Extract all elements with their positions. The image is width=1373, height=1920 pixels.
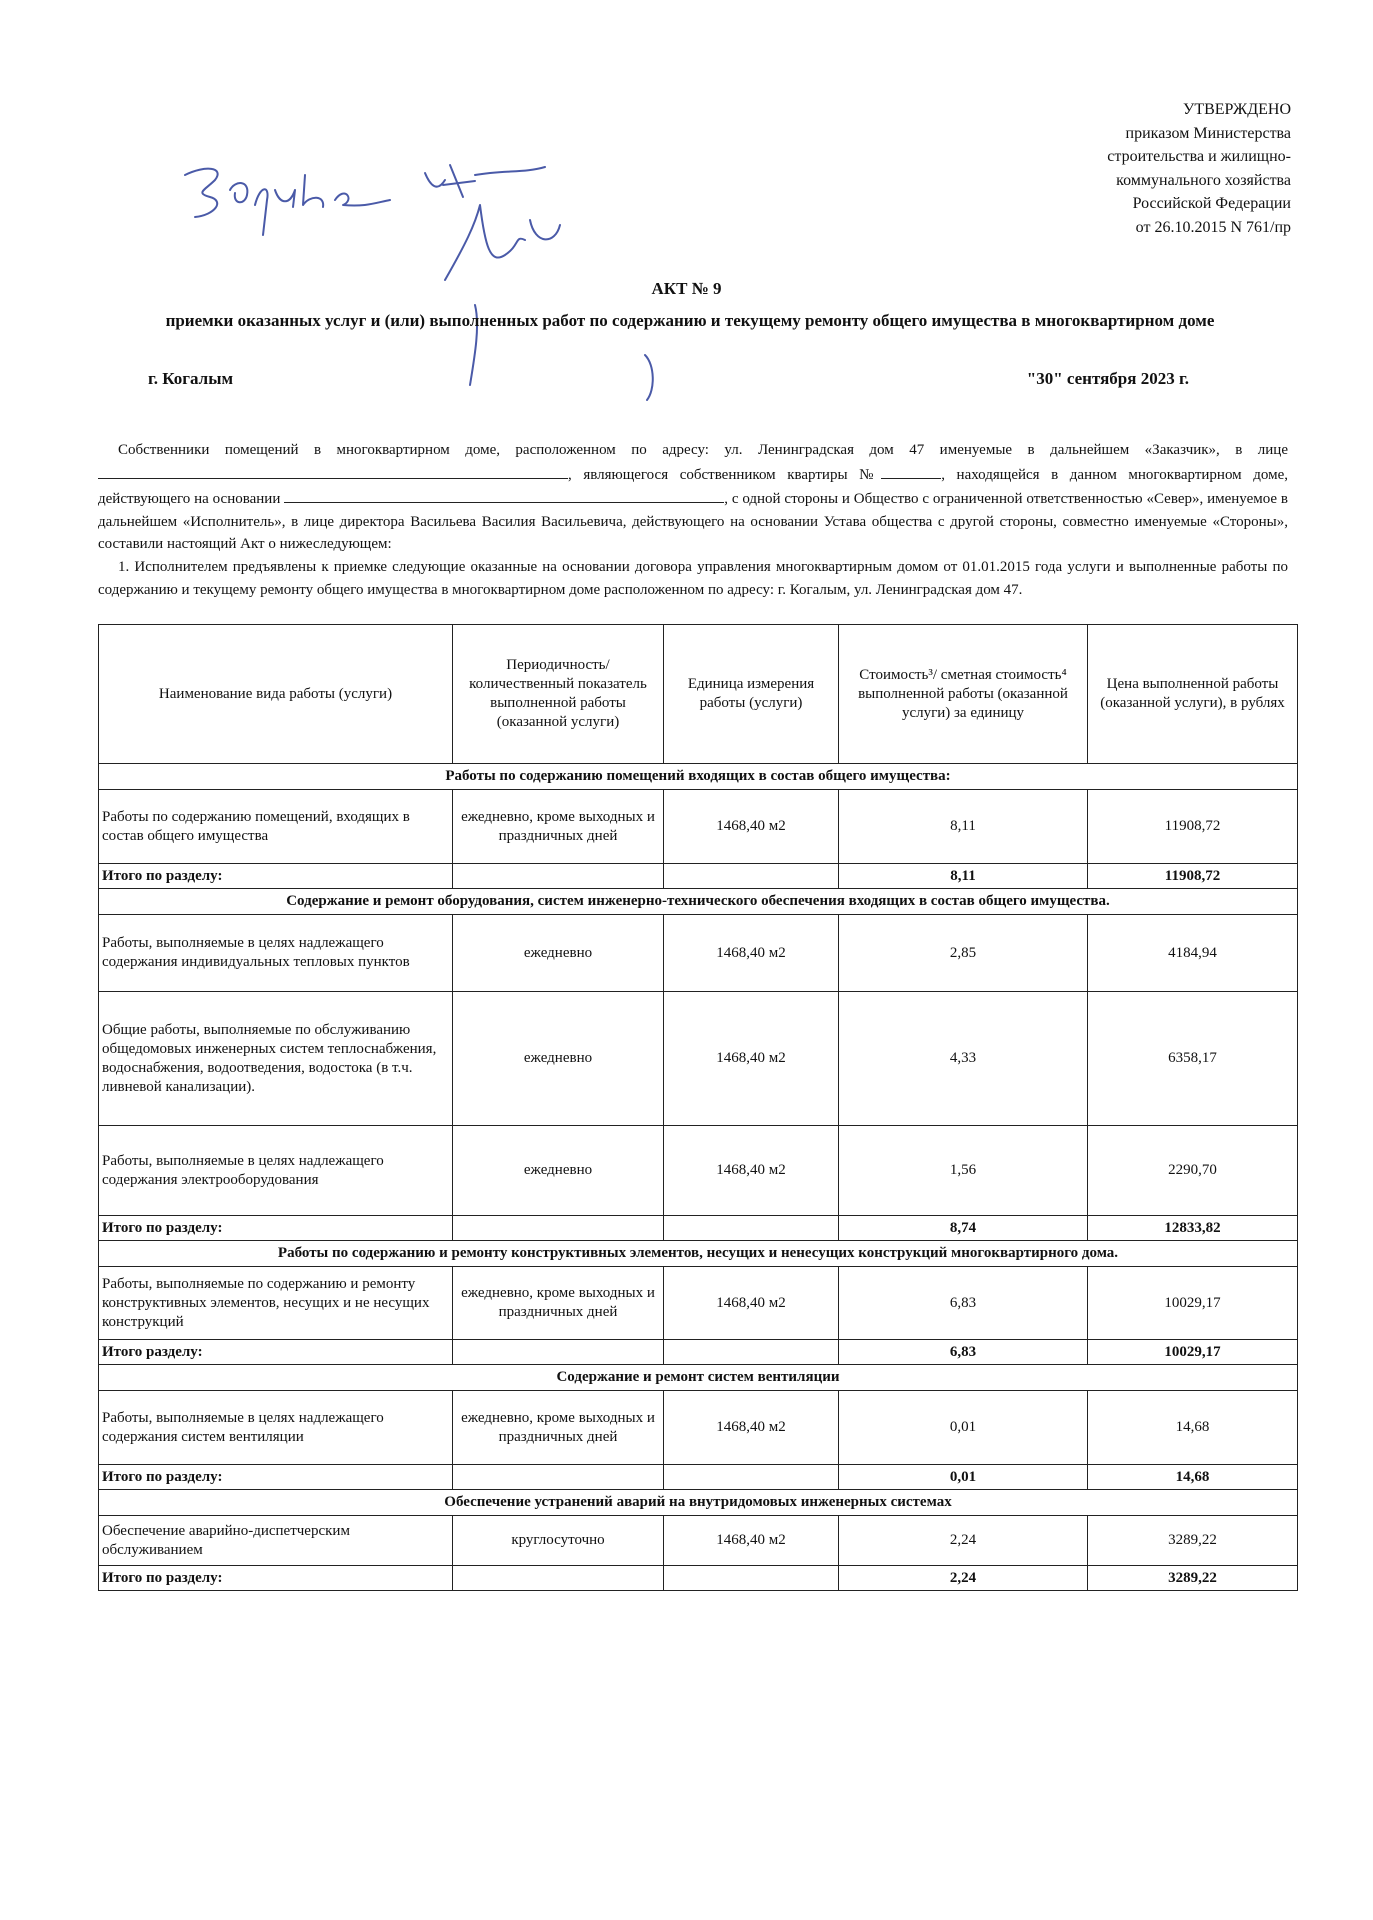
blank-field [98, 462, 568, 479]
total-cost: 8,11 [839, 864, 1088, 889]
section-title: Работы по содержанию и ремонту конструктивных элементов, несущих и ненесущих конструкций многоквартирного дома. [99, 1241, 1298, 1267]
section-title: Содержание и ремонт систем вентиляции [99, 1365, 1298, 1391]
total-price: 14,68 [1088, 1465, 1298, 1490]
section-total-row [99, 1340, 1298, 1365]
section-total-row [99, 1216, 1298, 1241]
row-price: 14,68 [1088, 1391, 1298, 1465]
header-periodicity: Периодичность/ количественный показатель выполненной работы (оказанной услуги) [453, 625, 664, 764]
approval-line: УТВЕРЖДЕНО [1182, 101, 1291, 118]
row-periodicity: ежедневно [453, 915, 664, 992]
total-cost: 8,74 [839, 1216, 1088, 1241]
total-price: 3289,22 [1088, 1566, 1298, 1591]
preamble-paragraph [98, 439, 1288, 556]
preamble-text: , с одной стороны и Общество с ограниченной ответственностью «Север», именуемое в дальнейшем «Исполнитель», в лице директора Васильева Василия Васильевича, действующего на основании Устава общества с другой стороны, совместно именуемые «Стороны», составили настоящий Акт о нижеследующем: [98, 491, 1289, 553]
total-cost: 6,83 [839, 1340, 1088, 1365]
approval-line: приказом Министерства [1125, 124, 1291, 142]
table-row [99, 1516, 1298, 1566]
section-total-row [99, 1465, 1298, 1490]
section-title-row [99, 1365, 1298, 1391]
row-name: Работы, выполняемые в целях надлежащего содержания индивидуальных тепловых пунктов [99, 915, 453, 992]
row-price: 10029,17 [1088, 1267, 1298, 1340]
total-cost: 0,01 [839, 1465, 1088, 1490]
header-price: Цена выполненной работы (оказанной услуги), в рублях [1088, 625, 1298, 764]
empty-cell [664, 1216, 839, 1241]
row-unit: 1468,40 м2 [664, 790, 839, 864]
row-periodicity: ежедневно, кроме выходных и праздничных дней [453, 790, 664, 864]
empty-cell [664, 1566, 839, 1591]
row-name: Работы, выполняемые в целях надлежащего содержания систем вентиляции [99, 1391, 453, 1465]
table-row [99, 992, 1298, 1126]
empty-cell [664, 1465, 839, 1490]
preamble-text: , являющегося собственником квартиры № [568, 466, 882, 483]
row-unit: 1468,40 м2 [664, 1267, 839, 1340]
act-date: "30" сентября 2023 г. [1026, 369, 1189, 388]
empty-cell [664, 1340, 839, 1365]
table-row [99, 1267, 1298, 1340]
act-subtitle: приемки оказанных услуг и (или) выполненных работ по содержанию и текущему ремонту общего имущества в многоквартирном доме [165, 311, 1215, 330]
empty-cell [453, 1566, 664, 1591]
row-periodicity: круглосуточно [453, 1516, 664, 1566]
row-name: Работы, выполняемые в целях надлежащего содержания электрооборудования [99, 1126, 453, 1216]
preamble [98, 439, 1288, 601]
header-cost: Стоимость³/ сметная стоимость⁴ выполненной работы (оказанной услуги) за единицу [839, 625, 1088, 764]
total-label: Итого по разделу: [99, 1216, 453, 1241]
section-title: Обеспечение устранений аварий на внутридомовых инженерных системах [99, 1490, 1298, 1516]
approval-line: от 26.10.2015 N 761/пр [1135, 218, 1291, 236]
empty-cell [453, 1465, 664, 1490]
empty-cell [453, 1216, 664, 1241]
approval-line: коммунального хозяйства [1116, 171, 1291, 189]
row-unit: 1468,40 м2 [664, 915, 839, 992]
section-title-row [99, 1490, 1298, 1516]
row-unit: 1468,40 м2 [664, 992, 839, 1126]
section-total-row [99, 1566, 1298, 1591]
total-price: 11908,72 [1088, 864, 1298, 889]
total-price: 10029,17 [1088, 1340, 1298, 1365]
table-row [99, 790, 1298, 864]
section-title-row [99, 1241, 1298, 1267]
row-cost: 4,33 [839, 992, 1088, 1126]
row-unit: 1468,40 м2 [664, 1126, 839, 1216]
act-city: г. Когалым [148, 369, 234, 388]
row-cost: 2,85 [839, 915, 1088, 992]
table-row [99, 1126, 1298, 1216]
row-cost: 0,01 [839, 1391, 1088, 1465]
total-label: Итого разделу: [99, 1340, 453, 1365]
approval-line: Российской Федерации [1132, 195, 1291, 212]
section-total-row [99, 864, 1298, 889]
table-header-row [99, 625, 1298, 764]
row-cost: 2,24 [839, 1516, 1088, 1566]
approval-block [991, 98, 1291, 239]
row-unit: 1468,40 м2 [664, 1516, 839, 1566]
row-price: 3289,22 [1088, 1516, 1298, 1566]
row-cost: 6,83 [839, 1267, 1088, 1340]
section-title: Содержание и ремонт оборудования, систем инженерно-технического обеспечения входящих в состав общего имущества. [99, 889, 1298, 915]
row-unit: 1468,40 м2 [664, 1391, 839, 1465]
row-periodicity: ежедневно, кроме выходных и праздничных дней [453, 1391, 664, 1465]
header-unit: Единица измерения работы (услуги) [664, 625, 839, 764]
section-title: Работы по содержанию помещений входящих в состав общего имущества: [99, 764, 1298, 790]
approval-line: строительства и жилищно- [1107, 148, 1291, 165]
preamble-paragraph: 1. Исполнителем предъявлены к приемке следующие оказанные на основании договора управления многоквартирным домом от 01.01.2015 года услуги и выполненные работы по содержанию и текущему ремонту общего имущества в многоквартирном доме расположенном по адресу: г. Когалым, ул. Ленинградская дом 47. [98, 558, 1288, 598]
total-label: Итого по разделу: [99, 1566, 453, 1591]
row-cost: 8,11 [839, 790, 1088, 864]
row-price: 2290,70 [1088, 1126, 1298, 1216]
section-title-row [99, 764, 1298, 790]
row-periodicity: ежедневно, кроме выходных и праздничных дней [453, 1267, 664, 1340]
row-name: Общие работы, выполняемые по обслуживанию общедомовых инженерных систем теплоснабжения, водоснабжения, водоотведения, водостока (в т.ч. ливневой канализации). [99, 992, 453, 1126]
empty-cell [453, 864, 664, 889]
empty-cell [453, 1340, 664, 1365]
total-price: 12833,82 [1088, 1216, 1298, 1241]
row-name: Работы по содержанию помещений, входящих в состав общего имущества [99, 790, 453, 864]
preamble-text: Собственники помещений в многоквартирном доме, расположенном по адресу: ул. Ленинградская дом 47 именуемые в дальнейшем «Заказчик», в лице [118, 442, 1288, 458]
total-label: Итого по разделу: [99, 1465, 453, 1490]
act-title: АКТ № 9 [651, 279, 722, 298]
blank-field [284, 486, 724, 503]
empty-cell [664, 864, 839, 889]
preamble-text: , находящейся в данном многоквартирном доме, действующего на основании [98, 466, 1288, 508]
total-label: Итого по разделу: [99, 864, 453, 889]
row-cost: 1,56 [839, 1126, 1088, 1216]
row-price: 6358,17 [1088, 992, 1298, 1126]
table-row [99, 1391, 1298, 1465]
table-row [99, 915, 1298, 992]
row-price: 11908,72 [1088, 790, 1298, 864]
blank-field [881, 462, 941, 479]
services-table [98, 624, 1298, 1591]
row-name: Обеспечение аварийно-диспетчерским обслуживанием [99, 1516, 453, 1566]
total-cost: 2,24 [839, 1566, 1088, 1591]
row-name: Работы, выполняемые по содержанию и ремонту конструктивных элементов, несущих и не несущих конструкций [99, 1267, 453, 1340]
row-periodicity: ежедневно [453, 992, 664, 1126]
row-periodicity: ежедневно [453, 1126, 664, 1216]
section-title-row [99, 889, 1298, 915]
row-price: 4184,94 [1088, 915, 1298, 992]
header-name: Наименование вида работы (услуги) [99, 625, 453, 764]
